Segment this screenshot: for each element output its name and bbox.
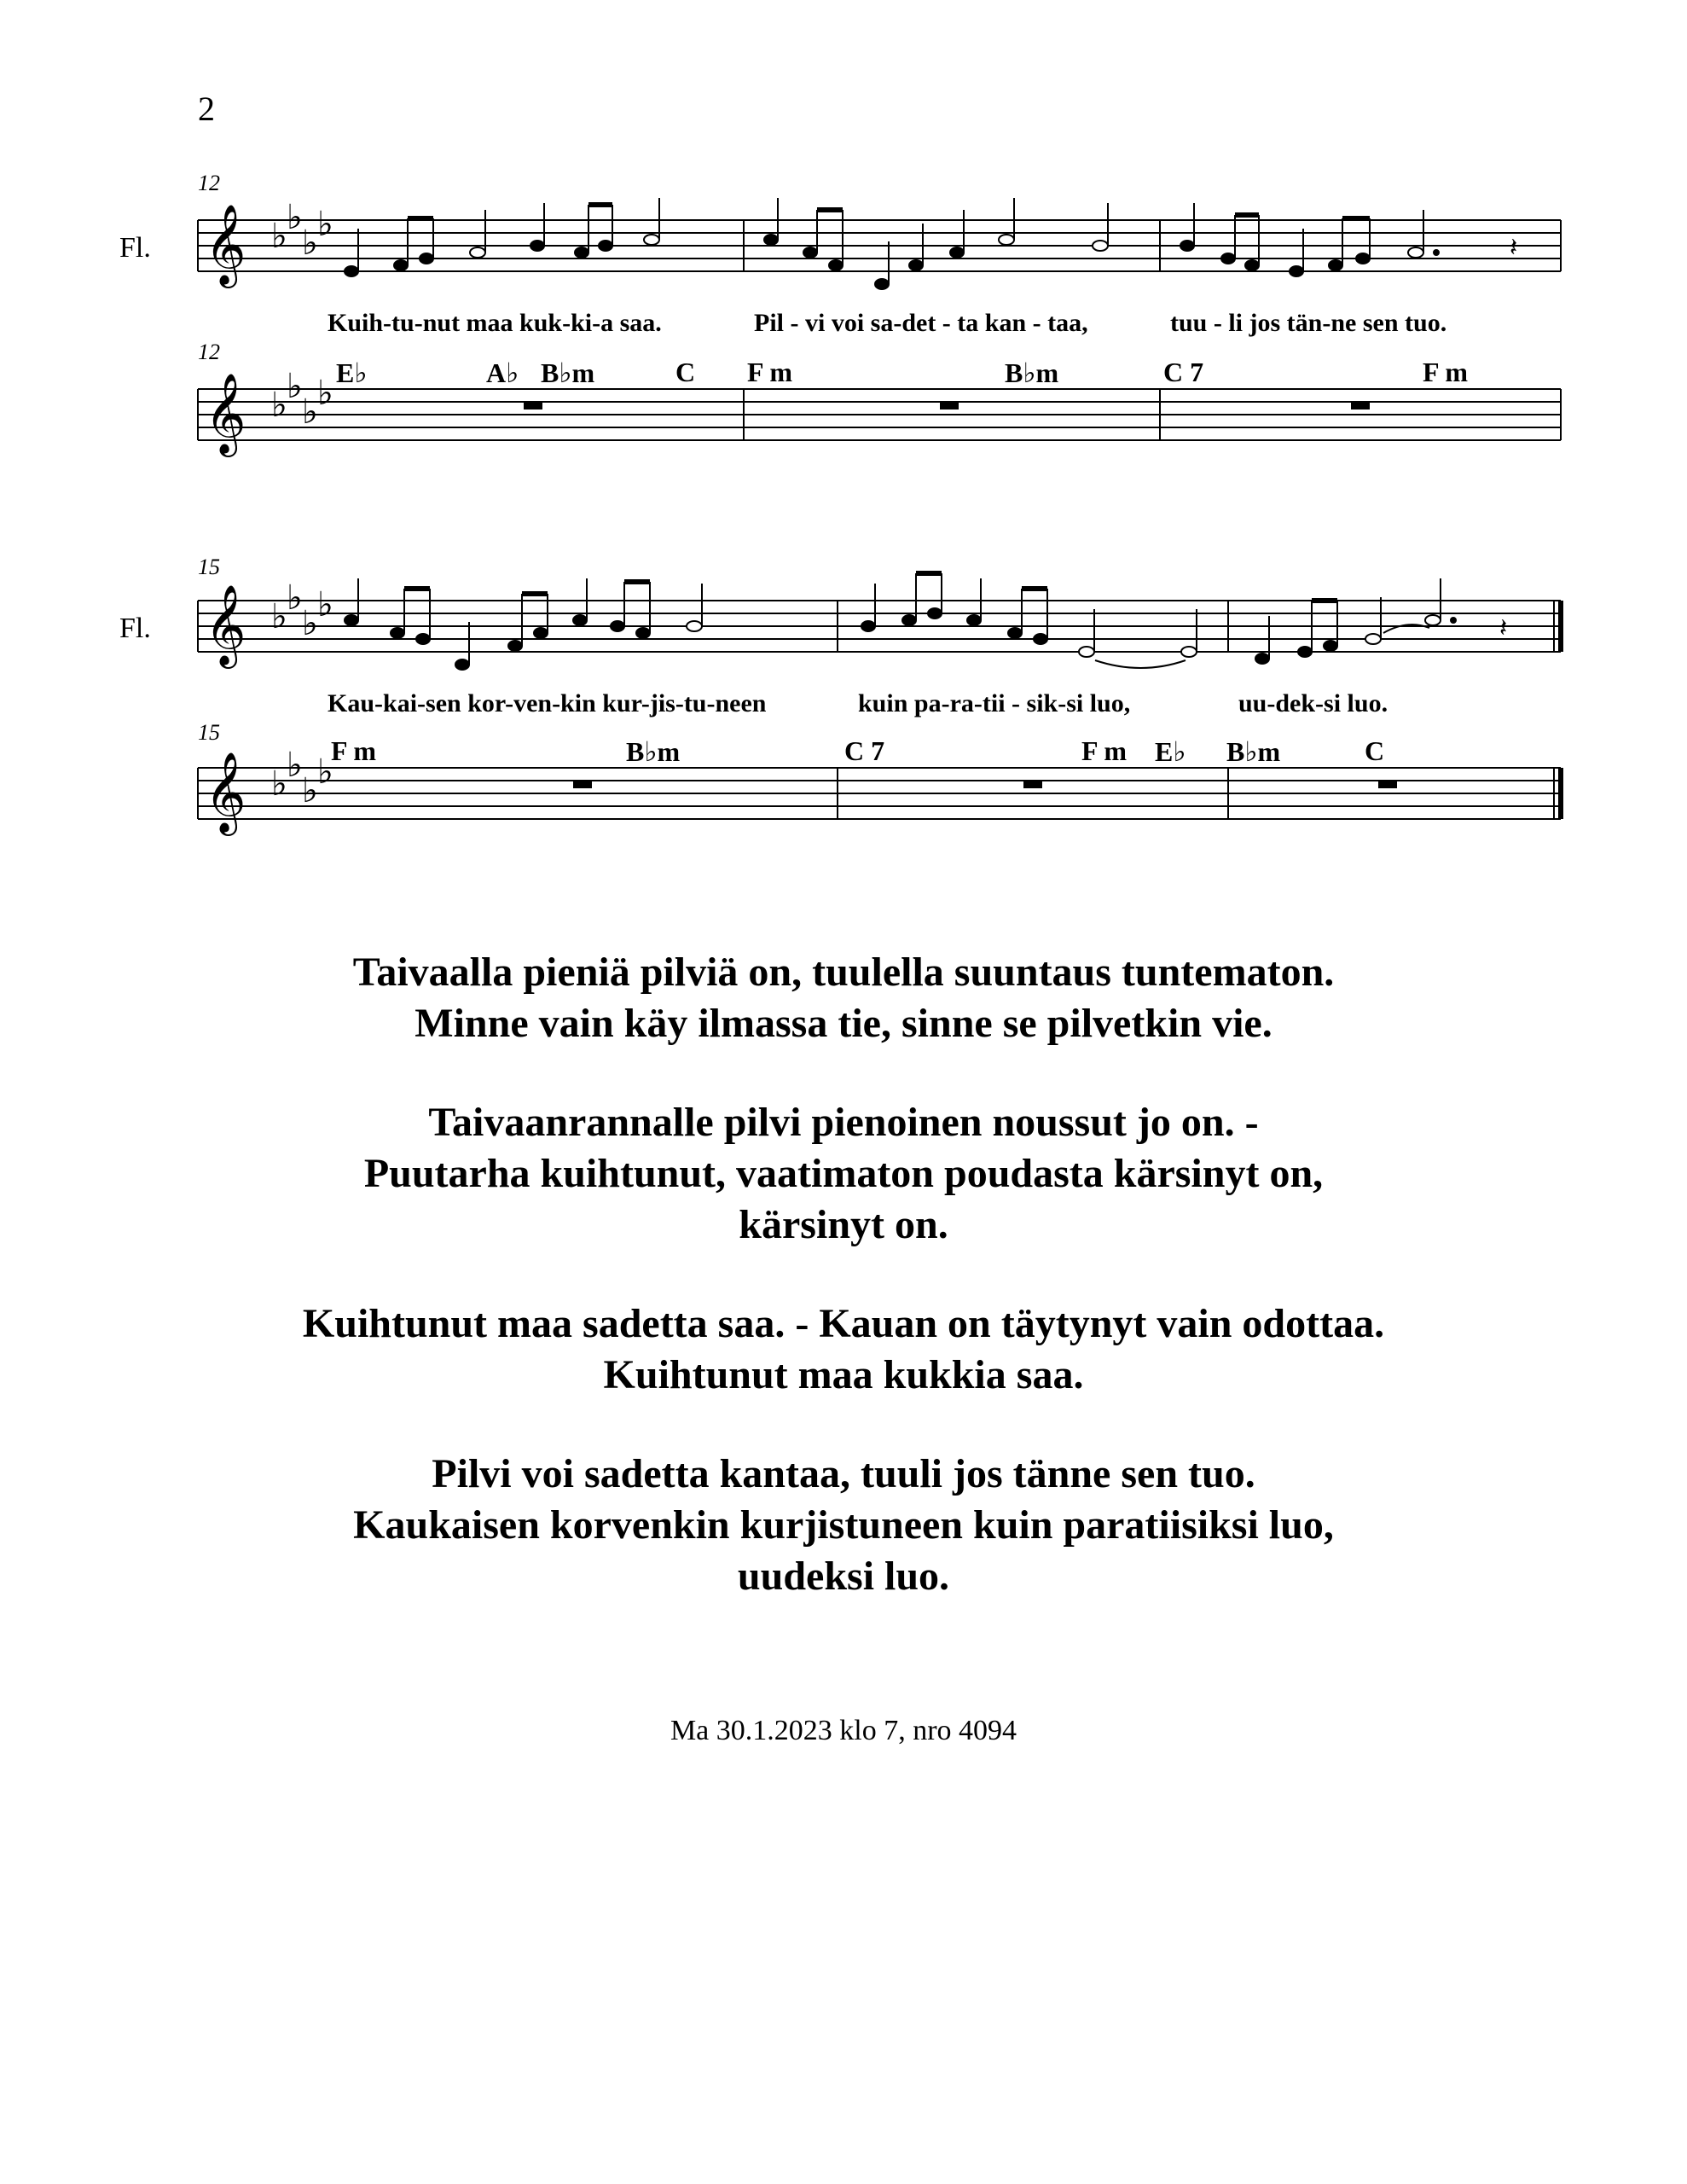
svg-text:♭: ♭ <box>302 604 318 643</box>
chord-symbol: C 7 <box>1163 357 1204 387</box>
lyric-line: kuin pa-ra-tii - sik-si luo, <box>858 689 1131 717</box>
melody-notes <box>345 573 1456 670</box>
key-signature-flats-icon <box>271 746 333 810</box>
chord-symbol: B♭m <box>1226 736 1281 767</box>
svg-text:♭: ♭ <box>271 217 287 256</box>
chord-symbol: C <box>675 357 696 387</box>
svg-text:♭: ♭ <box>317 752 333 792</box>
chord-symbol: C 7 <box>844 735 885 766</box>
verse-line: Minne vain käy ilmassa tie, sinne se pilvetkin vie. <box>415 1001 1272 1046</box>
verse-line: Pilvi voi sadetta kantaa, tuuli jos tänne sen tuo. <box>432 1451 1255 1496</box>
svg-text:♭: ♭ <box>317 585 333 624</box>
quarter-rest-icon: 𝄽 <box>1499 613 1508 643</box>
verse-line: uudeksi luo. <box>737 1554 950 1599</box>
verse-1 <box>0 947 1687 1049</box>
instrument-label: Fl. <box>119 613 151 644</box>
chord-symbol: C <box>1365 735 1385 766</box>
verse-line: kärsinyt on. <box>739 1202 948 1247</box>
lyric-line: Kuih-tu-nut maa kuk-ki-a saa. <box>328 309 662 337</box>
measure-number: 12 <box>198 171 220 195</box>
lyric-line: Kau-kai-sen kor-ven-kin kur-jis-tu-neen <box>328 689 767 717</box>
chord-symbol: B♭m <box>626 736 681 767</box>
whole-rest-icons <box>573 781 1397 788</box>
verse-4 <box>0 1449 1687 1602</box>
svg-text:♭: ♭ <box>271 597 287 636</box>
chord-staff <box>198 768 1561 819</box>
page-number: 2 <box>198 90 215 128</box>
svg-text:♭: ♭ <box>271 764 287 804</box>
lyrics-verses <box>0 947 1687 1650</box>
chord-symbol: E♭ <box>1155 736 1186 767</box>
svg-text:♭: ♭ <box>287 198 303 237</box>
svg-text:♭: ♭ <box>302 224 318 263</box>
verse-line: Kuihtunut maa kukkia saa. <box>603 1352 1084 1397</box>
measure-number: 15 <box>198 555 220 579</box>
verse-3 <box>0 1298 1687 1401</box>
instrument-label: Fl. <box>119 232 151 264</box>
verse-2 <box>0 1097 1687 1251</box>
verse-line: Puutarha kuihtunut, vaatimaton poudasta kärsinyt on, <box>363 1151 1324 1196</box>
chord-symbol: F m <box>1423 357 1469 387</box>
key-signature-flats-icon <box>271 578 333 643</box>
verse-line: Taivaalla pieniä pilviä on, tuulella suuntaus tuntematon. <box>352 950 1335 995</box>
chord-symbol: E♭ <box>336 357 368 388</box>
svg-text:♭: ♭ <box>287 367 303 406</box>
lyric-line: Pil - vi voi sa-det - ta kan - taa, <box>754 309 1088 337</box>
chord-symbol: A♭ <box>486 357 519 388</box>
chord-measure-number: 15 <box>198 720 220 745</box>
chord-symbol: B♭m <box>1005 357 1059 388</box>
lyric-line: uu-dek-si luo. <box>1238 689 1388 717</box>
chord-symbol: F m <box>331 735 377 766</box>
svg-text:♭: ♭ <box>302 771 318 810</box>
chord-symbol: F m <box>747 357 793 387</box>
svg-text:♭: ♭ <box>317 205 333 244</box>
treble-clef-icon: 𝄞 <box>205 373 246 454</box>
lyric-line: tuu - li jos tän-ne sen tuo. <box>1170 309 1447 337</box>
svg-text:♭: ♭ <box>287 746 303 785</box>
footer-date: Ma 30.1.2023 klo 7, nro 4094 <box>670 1715 1017 1746</box>
chord-symbol: B♭m <box>541 357 595 388</box>
svg-text:♭: ♭ <box>271 386 287 425</box>
quarter-rest-icon: 𝄽 <box>1510 233 1518 263</box>
chord-measure-number: 12 <box>198 340 220 364</box>
treble-clef-icon: 𝄞 <box>205 584 246 665</box>
verse-line: Kuihtunut maa sadetta saa. - Kauan on täytynyt vain odottaa. <box>302 1301 1385 1346</box>
svg-text:♭: ♭ <box>302 392 318 432</box>
svg-text:♭: ♭ <box>317 374 333 413</box>
svg-text:♭: ♭ <box>287 578 303 618</box>
treble-clef-icon: 𝄞 <box>205 204 246 285</box>
verse-line: Taivaanrannalle pilvi pienoinen noussut jo on. - <box>428 1100 1259 1145</box>
verse-line: Kaukaisen korvenkin kurjistuneen kuin paratiisiksi luo, <box>353 1502 1334 1548</box>
chord-symbol: F m <box>1081 735 1128 766</box>
melody-staff <box>0 0 1687 896</box>
treble-clef-icon: 𝄞 <box>205 752 246 833</box>
